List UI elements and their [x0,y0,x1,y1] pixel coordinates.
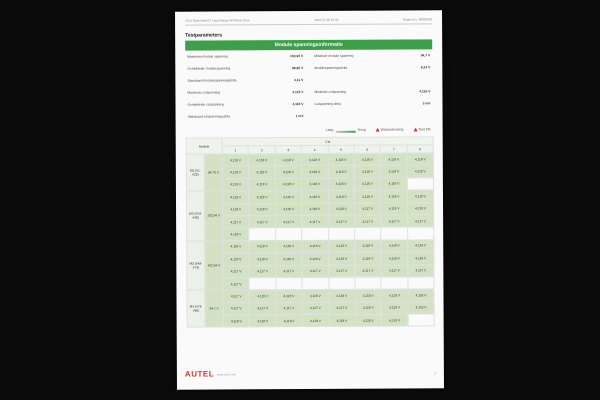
cell-voltage: 4,118 V [302,203,328,216]
cell-voltage: 4,117 V [276,302,302,315]
report-header [185,17,432,22]
cell-voltage: 4,118 V [328,240,354,253]
cell-voltage [249,278,275,291]
cell-voltage: 4,118 V [407,190,434,203]
parameter-row [314,101,430,106]
cell-voltage: 4,118 V [301,166,327,179]
cell-number-header: 5 [328,145,354,153]
cell-voltage: 4,118 V [381,314,407,327]
parameter-value: 4,11 V [294,78,304,83]
cell-voltage: 4,117 V [407,215,434,228]
cell-voltage: 4,118 V [249,191,275,204]
cell-voltage: 4,118 V [249,315,275,328]
cell-voltage: 4,117 V [381,215,407,228]
parameter-row [187,90,303,95]
cell-voltage: 4,118 V [249,240,275,253]
cell-number-header: 6 [354,145,380,153]
cell-voltage: 4,118 V [354,153,380,166]
cell-voltage: 4,117 V [408,264,435,277]
cell-voltage: 4,118 V [222,191,248,204]
cell-voltage: 4,118 V [222,154,248,167]
cell-voltage: 4,118 V [408,252,435,265]
cell-voltage [408,277,435,290]
cell-voltage: 4,117 V [328,215,354,228]
cell-voltage [328,277,354,290]
legend-error-label: Niet OK [418,127,431,132]
parameter-value: 4,119 V [292,90,304,95]
cell-voltage: 4,118 V [249,290,275,303]
cell-voltage: 4,118 V [381,203,407,216]
cell-voltage [328,228,354,241]
cell-voltage: 4,118 V [328,203,354,216]
cell-voltage: 4,118 V [276,315,302,328]
module-voltage-banner: Module spanningsinformatie [185,39,432,50]
cell-voltage: 4,118 V [355,302,381,315]
legend-low: Laag [325,127,334,132]
cell-voltage: 4,118 V [249,253,275,266]
cell-voltage: 4,118 V [354,166,380,179]
cell-voltage: 4,118 V [328,252,354,265]
parameter-value: 8,24 V [420,65,431,70]
warning-icon [376,128,380,132]
legend [186,127,433,136]
cell-voltage: 4,118 V [301,153,327,166]
cell-voltage: 4,118 V [328,190,354,203]
parameter-row [188,114,304,119]
cell-voltage: 4,117 V [302,215,328,228]
cell-voltage: 4,118 V [223,241,249,254]
cell-voltage: 4,118 V [275,203,301,216]
parameter-value: 3 mV [422,101,431,106]
cell-voltage [408,314,435,327]
cell-voltage: 4,117 V [275,215,301,228]
cell-voltage: 4,117 V [223,216,249,229]
cell-voltage: 4,118 V [223,253,249,266]
parameter-row [314,53,430,58]
cell-voltage: 4,118 V [276,290,302,303]
footer-url: www.autel.com [216,372,236,377]
cell-voltage: 4,118 V [329,314,355,327]
legend-high: Hoog [357,127,367,132]
cell-voltage [302,277,328,290]
cell-voltage: 4,118 V [223,315,249,328]
cell-voltage: 4,118 V [275,240,301,253]
cell-voltage: 4,118 V [329,290,355,303]
parameter-label: Gemiddelde modulespanning [187,66,231,71]
cell-voltage: 4,117 V [223,290,249,303]
module-voltage: 102,94 V [204,191,222,241]
header-date: 2024-07-08 15:48 [314,17,339,22]
cell-voltage: 4,118 V [381,178,407,191]
cell-voltage: 4,118 V [407,153,434,166]
cell-voltage [275,228,301,241]
cell-voltage: 4,118 V [381,302,407,315]
cell-voltage: 4,118 V [249,166,275,179]
cell-voltage: 4,118 V [222,179,248,192]
parameter-row [314,65,430,70]
parameter-row [187,78,303,83]
cell-voltage: 4,117 V [302,265,328,278]
parameter-value: 102,94 V [290,54,304,59]
header-report-no: Rapport nr. 00000000 [403,17,433,22]
cell-voltage: 4,118 V [249,154,275,167]
cell-voltage [381,227,407,240]
cell-voltage: 4,118 V [249,178,275,191]
parameter-label: Minimale celspanning [314,89,347,94]
cell-voltage: 4,118 V [381,252,407,265]
cell-voltage: 4,118 V [407,202,434,215]
cell-voltage: 4,117 V [355,265,381,278]
cell-voltage: 4,117 V [249,302,275,315]
cell-voltage: 4,117 V [276,265,302,278]
cell-voltage: 4,118 V [407,240,434,253]
cell-number-header: 7 [381,145,407,153]
section-title: Testparameters [185,32,223,39]
cell-voltage: 4,117 V [302,302,328,315]
header-divider [185,23,432,25]
cell-voltage: 4,118 V [381,165,407,178]
legend-warning-label: Waarschuwing [380,127,404,132]
cell-voltage: 4,118 V [276,253,302,266]
cell-voltage: 4,118 V [328,178,354,191]
parameter-value: 4,118 V [292,102,304,107]
parameter-label: Celspanning delta [314,101,341,106]
cell-voltage [407,178,434,191]
cell-voltage: 4,118 V [275,154,301,167]
cell-voltage: 4,118 V [381,153,407,166]
module-name: M3 (#49-#73) [187,241,205,291]
cell-voltage: 4,117 V [223,303,249,316]
module-name: M1 (#1-#23) [186,154,204,191]
cell-voltage: 4,118 V [275,178,301,191]
cell-voltage [302,228,328,241]
cell-voltage: 4,118 V [381,190,407,203]
cell-voltage: 4,118 V [355,240,381,253]
cell-voltage: 4,118 V [275,191,301,204]
autel-logo: AUTEL [184,369,215,379]
legend-gradient [336,131,356,133]
parameter-label: Gemiddelde celspanning [187,102,224,107]
cell-voltage: 4,118 V [222,166,248,179]
legend-error [414,127,431,131]
parameter-label: Minimale module spanning [314,53,354,58]
parameter-label: Maximale celspanning [187,90,221,95]
cell-voltage: 4,118 V [355,252,381,265]
cell-voltage: 4,118 V [302,240,328,253]
cell-column-header: Cel [222,137,433,146]
cell-voltage: 4,117 V [329,302,355,315]
module-name: M4 (#74-#96) [187,290,205,327]
module-voltage: 94,70 V [204,154,222,191]
cell-number-header: 8 [407,145,433,153]
module-name: M2 (#24-#48) [186,191,204,241]
cell-voltage: 4,118 V [302,191,328,204]
report-sheet [175,10,444,389]
cell-number-header: 2 [249,146,275,154]
cell-number-header: 3 [275,146,301,154]
cell-voltage [355,277,381,290]
table-row [187,314,434,328]
parameter-row [187,66,303,71]
parameter-value: 1 mV [295,114,304,119]
cell-voltage: 4,118 V [407,165,434,178]
legend-warning [376,128,404,132]
cell-voltage: 4,118 V [355,314,381,327]
cell-voltage: 4,118 V [302,290,328,303]
module-voltage: 94,7 V [205,290,223,327]
parameter-value: 4,116 V [419,89,431,94]
cell-voltage [249,228,275,241]
cell-voltage [407,227,434,240]
cell-voltage: 4,118 V [302,314,328,327]
cell-voltage: 4,117 V [223,265,249,278]
parameter-row [187,54,303,59]
parameter-list [187,53,431,119]
cell-voltage: 4,117 V [354,203,380,216]
cell-voltage: 4,118 V [328,153,354,166]
cell-voltage: 4,117 V [328,265,354,278]
cell-voltage: 4,117 V [381,265,407,278]
cell-number-header: 4 [301,145,327,153]
cell-number-header: 1 [222,146,248,154]
parameter-label: Maximum module spanning [187,54,228,59]
module-voltage: 102,94 V [205,241,223,291]
parameter-label: Standaard celspanningsdelta [187,114,231,119]
cell-voltage-table [186,136,435,328]
cell-voltage: 4,118 V [275,166,301,179]
cell-voltage [381,277,407,290]
parameter-label: Standaard modulespanningsdelta [187,78,237,83]
cell-voltage [355,227,381,240]
parameter-row [314,89,430,94]
parameter-label: Modulespanningsdelta [314,65,348,70]
cell-voltage: 4,118 V [408,302,435,315]
parameter-value: 94,7 V [420,53,431,58]
cell-voltage [276,277,302,290]
page-number: 2 [434,371,436,376]
cell-voltage: 4,118 V [223,228,249,241]
cell-voltage: 4,118 V [408,289,435,302]
cell-voltage: 4,118 V [354,190,380,203]
cell-voltage: 4,118 V [302,178,328,191]
module-column-header: Module [186,138,222,154]
header-vehicle: 2019 Tesla Model Y Long Range All-Wheel Drive [185,18,250,23]
cell-voltage: 4,118 V [328,166,354,179]
cell-voltage: 4,118 V [249,203,275,216]
cell-voltage: 4,117 V [249,216,275,229]
cell-voltage: 4,117 V [249,265,275,278]
cell-voltage: 4,118 V [381,289,407,302]
parameter-row [187,102,303,107]
cell-voltage: 4,118 V [355,289,381,302]
cell-voltage: 4,118 V [381,240,407,253]
cell-voltage: 4,118 V [223,203,249,216]
cell-voltage: 4,117 V [355,215,381,228]
cell-voltage: 4,118 V [354,178,380,191]
parameter-value: 98,80 V [291,66,304,71]
error-icon [414,128,418,132]
cell-voltage: 4,117 V [223,278,249,291]
cell-voltage: 4,118 V [302,253,328,266]
